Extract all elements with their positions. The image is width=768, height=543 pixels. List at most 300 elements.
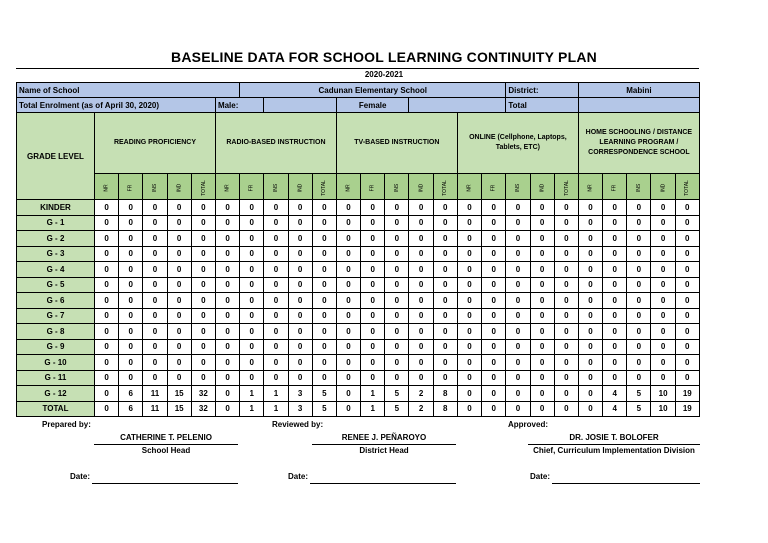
data-cell: 0	[119, 324, 143, 340]
data-cell: 1	[361, 386, 385, 402]
data-cell: 0	[578, 370, 602, 386]
data-cell: 0	[215, 355, 239, 371]
data-cell: 0	[191, 293, 215, 309]
data-cell: 0	[167, 293, 191, 309]
data-cell: 0	[95, 277, 119, 293]
data-cell: 0	[95, 339, 119, 355]
data-cell: 0	[457, 339, 481, 355]
prepared-date-label: Date:	[70, 472, 91, 481]
data-cell: 0	[336, 277, 360, 293]
subheader-label: TOTAL	[200, 180, 207, 196]
subheader-fr	[361, 174, 385, 200]
data-cell: 0	[191, 200, 215, 216]
data-cell: 0	[506, 386, 530, 402]
approved-role: Chief, Curriculum Implementation Division	[533, 446, 695, 455]
data-cell: 0	[457, 293, 481, 309]
data-cell: 0	[361, 277, 385, 293]
data-cell: 0	[167, 231, 191, 247]
data-cell: 0	[95, 370, 119, 386]
data-cell: 0	[240, 262, 264, 278]
prepared-date-line[interactable]	[92, 483, 238, 484]
data-cell: 1	[264, 386, 288, 402]
table-row	[17, 401, 700, 417]
data-cell: 0	[167, 277, 191, 293]
data-cell: 0	[143, 277, 167, 293]
data-cell: 0	[191, 231, 215, 247]
data-cell: 0	[215, 200, 239, 216]
grade-label: G - 6	[17, 293, 95, 309]
subheader-label: TOTAL	[684, 180, 691, 196]
data-cell: 0	[143, 324, 167, 340]
subheader-ins	[627, 174, 651, 200]
school-year: 2020-2021	[364, 70, 404, 79]
data-cell: 0	[433, 231, 457, 247]
data-cell: 0	[578, 200, 602, 216]
data-cell: 0	[433, 215, 457, 231]
data-cell: 0	[95, 386, 119, 402]
data-cell: 0	[143, 339, 167, 355]
data-cell: 0	[288, 231, 312, 247]
data-cell: 0	[578, 308, 602, 324]
data-cell: 0	[191, 370, 215, 386]
data-cell: 0	[361, 200, 385, 216]
data-cell: 0	[433, 246, 457, 262]
data-cell: 0	[361, 308, 385, 324]
data-cell: 0	[288, 339, 312, 355]
data-cell: 0	[240, 200, 264, 216]
data-cell: 0	[143, 200, 167, 216]
data-cell: 0	[119, 231, 143, 247]
data-cell: 0	[675, 277, 699, 293]
group-header-3: ONLINE (Cellphone, Laptops, Tablets, ETC)	[457, 113, 578, 174]
data-cell: 0	[530, 262, 554, 278]
data-cell: 0	[482, 246, 506, 262]
data-cell: 0	[457, 308, 481, 324]
data-cell: 0	[264, 293, 288, 309]
group-header-1: RADIO-BASED INSTRUCTION	[215, 113, 336, 174]
data-cell: 0	[554, 293, 578, 309]
data-cell: 0	[119, 339, 143, 355]
data-cell: 0	[554, 262, 578, 278]
data-cell: 0	[361, 246, 385, 262]
data-cell: 0	[336, 370, 360, 386]
data-cell: 0	[409, 293, 433, 309]
grade-label: G - 4	[17, 262, 95, 278]
data-cell: 0	[651, 324, 675, 340]
subheader-label: FR	[369, 184, 376, 192]
data-cell: 0	[578, 215, 602, 231]
data-cell: 0	[167, 324, 191, 340]
grade-label: G - 7	[17, 308, 95, 324]
school-value: Cadunan Elementary School	[240, 83, 506, 98]
grade-label: G - 9	[17, 339, 95, 355]
reviewed-by-label: Reviewed by:	[272, 420, 324, 429]
data-cell: 0	[482, 401, 506, 417]
subheader-label: FR	[127, 184, 134, 192]
data-cell: 10	[651, 386, 675, 402]
data-cell: 0	[603, 324, 627, 340]
data-cell: 0	[603, 355, 627, 371]
grade-label: G - 5	[17, 277, 95, 293]
data-cell: 0	[288, 293, 312, 309]
subheader-label: INS	[272, 183, 279, 193]
grade-label: G - 3	[17, 246, 95, 262]
prepared-signature-line	[94, 444, 238, 445]
data-cell: 0	[215, 277, 239, 293]
data-cell: 0	[457, 355, 481, 371]
data-cell: 0	[95, 401, 119, 417]
table-row	[17, 386, 700, 402]
data-cell: 0	[385, 231, 409, 247]
data-cell: 0	[506, 277, 530, 293]
data-cell: 0	[312, 339, 336, 355]
subheader-label: IND	[660, 183, 667, 193]
grade-label: KINDER	[17, 200, 95, 216]
data-cell: 0	[264, 246, 288, 262]
subheader-label: TOTAL	[321, 180, 328, 196]
data-cell: 0	[578, 401, 602, 417]
subheader-nr	[215, 174, 239, 200]
data-cell: 0	[627, 215, 651, 231]
data-cell: 0	[554, 246, 578, 262]
data-cell: 0	[675, 339, 699, 355]
data-cell: 0	[167, 215, 191, 231]
data-cell: 0	[506, 215, 530, 231]
data-cell: 0	[675, 293, 699, 309]
data-cell: 0	[336, 401, 360, 417]
data-cell: 0	[385, 200, 409, 216]
data-cell: 11	[143, 386, 167, 402]
subheader-ins	[143, 174, 167, 200]
data-cell: 1	[240, 401, 264, 417]
data-cell: 0	[675, 370, 699, 386]
data-cell: 0	[119, 262, 143, 278]
subheader-fr	[482, 174, 506, 200]
data-cell: 0	[554, 386, 578, 402]
data-cell: 0	[119, 370, 143, 386]
data-cell: 0	[457, 401, 481, 417]
data-cell: 0	[506, 401, 530, 417]
reviewed-date-label: Date:	[288, 472, 309, 481]
data-cell: 0	[651, 339, 675, 355]
data-cell: 0	[288, 262, 312, 278]
data-cell: 0	[240, 370, 264, 386]
data-cell: 0	[482, 324, 506, 340]
data-cell: 0	[336, 231, 360, 247]
data-cell: 0	[433, 324, 457, 340]
data-cell: 0	[627, 262, 651, 278]
data-cell: 0	[482, 215, 506, 231]
data-cell: 0	[603, 277, 627, 293]
data-cell: 0	[457, 324, 481, 340]
title-rule	[16, 68, 699, 69]
data-cell: 0	[530, 231, 554, 247]
data-cell: 0	[554, 370, 578, 386]
data-cell: 0	[119, 277, 143, 293]
data-cell: 0	[264, 231, 288, 247]
approved-date-line[interactable]	[552, 483, 700, 484]
group-header-row	[17, 113, 700, 174]
data-cell: 0	[336, 308, 360, 324]
data-cell: 0	[627, 246, 651, 262]
data-cell: 19	[675, 386, 699, 402]
subheader-total	[554, 174, 578, 200]
data-cell: 0	[215, 324, 239, 340]
data-cell: 0	[627, 231, 651, 247]
data-cell: 0	[312, 370, 336, 386]
data-cell: 0	[191, 262, 215, 278]
data-cell: 0	[240, 293, 264, 309]
data-cell: 0	[433, 200, 457, 216]
data-cell: 0	[506, 200, 530, 216]
data-cell: 0	[482, 293, 506, 309]
data-cell: 0	[506, 231, 530, 247]
data-cell: 2	[409, 386, 433, 402]
subheader-fr	[240, 174, 264, 200]
data-cell: 0	[264, 215, 288, 231]
data-cell: 8	[433, 401, 457, 417]
data-cell: 0	[215, 231, 239, 247]
data-cell: 0	[264, 370, 288, 386]
subheader-total	[433, 174, 457, 200]
data-cell: 0	[336, 324, 360, 340]
data-cell: 0	[95, 324, 119, 340]
prepared-role: School Head	[141, 446, 191, 455]
data-cell: 0	[312, 293, 336, 309]
school-label: Name of School	[17, 83, 240, 98]
data-cell: 0	[167, 246, 191, 262]
data-cell: 0	[578, 231, 602, 247]
data-cell: 0	[95, 246, 119, 262]
subheader-label: NR	[103, 184, 110, 192]
data-cell: 0	[578, 355, 602, 371]
data-cell: 0	[578, 293, 602, 309]
subheader-total	[312, 174, 336, 200]
subheader-label: FR	[611, 184, 618, 192]
reviewed-signature-line	[312, 444, 456, 445]
table-row	[17, 370, 700, 386]
data-cell: 0	[215, 386, 239, 402]
table-row	[17, 262, 700, 278]
data-cell: 0	[312, 200, 336, 216]
group-header-2: TV-BASED INSTRUCTION	[336, 113, 457, 174]
data-cell: 0	[506, 324, 530, 340]
grade-label: G - 12	[17, 386, 95, 402]
data-cell: 0	[603, 246, 627, 262]
data-cell: 15	[167, 401, 191, 417]
data-cell: 0	[409, 277, 433, 293]
data-cell: 0	[288, 246, 312, 262]
data-cell: 0	[457, 231, 481, 247]
reviewed-role: District Head	[359, 446, 409, 455]
data-cell: 0	[312, 355, 336, 371]
data-cell: 0	[409, 215, 433, 231]
data-cell: 5	[385, 401, 409, 417]
data-cell: 0	[215, 246, 239, 262]
subheader-label: FR	[490, 184, 497, 192]
data-cell: 0	[361, 324, 385, 340]
data-cell: 0	[554, 324, 578, 340]
data-cell: 0	[95, 231, 119, 247]
data-cell: 0	[167, 200, 191, 216]
data-cell: 0	[167, 308, 191, 324]
data-cell: 0	[578, 386, 602, 402]
data-cell: 0	[215, 401, 239, 417]
data-cell: 0	[119, 355, 143, 371]
data-cell: 0	[482, 370, 506, 386]
data-cell: 0	[288, 215, 312, 231]
data-cell: 0	[143, 293, 167, 309]
group-header-4: HOME SCHOOLING / DISTANCE LEARNING PROGRAM / CORRESPONDENCE SCHOOL	[578, 113, 699, 174]
subheader-ind	[651, 174, 675, 200]
approved-by-label: Approved:	[508, 420, 548, 429]
data-cell: 0	[409, 339, 433, 355]
data-cell: 0	[336, 215, 360, 231]
data-cell: 0	[457, 386, 481, 402]
data-cell: 0	[554, 200, 578, 216]
data-cell: 0	[651, 277, 675, 293]
data-cell: 0	[482, 200, 506, 216]
data-cell: 0	[530, 215, 554, 231]
data-cell: 0	[530, 308, 554, 324]
data-cell: 0	[191, 246, 215, 262]
data-cell: 0	[433, 370, 457, 386]
data-cell: 0	[143, 231, 167, 247]
data-cell: 0	[312, 262, 336, 278]
data-cell: 2	[409, 401, 433, 417]
table-row	[17, 324, 700, 340]
subheader-label: NR	[224, 184, 231, 192]
subheader-row	[17, 174, 700, 200]
data-cell: 0	[191, 308, 215, 324]
subheader-label: NR	[466, 184, 473, 192]
data-cell: 0	[554, 339, 578, 355]
subheader-label: INS	[151, 183, 158, 193]
male-label: Male:	[215, 98, 263, 113]
baseline-table	[16, 82, 700, 417]
data-cell: 0	[312, 308, 336, 324]
data-cell: 0	[530, 277, 554, 293]
total-value	[578, 98, 699, 113]
data-cell: 0	[191, 277, 215, 293]
data-cell: 0	[143, 308, 167, 324]
data-cell: 0	[240, 246, 264, 262]
grade-label: G - 10	[17, 355, 95, 371]
data-cell: 0	[482, 277, 506, 293]
data-cell: 0	[530, 293, 554, 309]
data-cell: 0	[288, 308, 312, 324]
data-cell: 0	[627, 293, 651, 309]
data-cell: 0	[361, 262, 385, 278]
data-cell: 0	[288, 277, 312, 293]
data-cell: 0	[215, 308, 239, 324]
data-cell: 0	[603, 370, 627, 386]
approved-name: DR. JOSIE T. BOLOFER	[569, 433, 659, 442]
data-cell: 0	[191, 355, 215, 371]
data-cell: 0	[336, 246, 360, 262]
data-cell: 0	[627, 200, 651, 216]
data-cell: 0	[167, 355, 191, 371]
data-cell: 0	[143, 355, 167, 371]
data-cell: 11	[143, 401, 167, 417]
table-row	[17, 231, 700, 247]
total-label: Total	[506, 98, 579, 113]
reviewed-date-line[interactable]	[310, 483, 456, 484]
data-cell: 0	[119, 308, 143, 324]
data-cell: 0	[603, 200, 627, 216]
subheader-label: NR	[587, 184, 594, 192]
grade-label: G - 8	[17, 324, 95, 340]
subheader-label: IND	[539, 183, 546, 193]
data-cell: 0	[675, 308, 699, 324]
subheader-total	[675, 174, 699, 200]
data-cell: 0	[240, 339, 264, 355]
data-cell: 0	[409, 246, 433, 262]
data-cell: 0	[530, 355, 554, 371]
data-cell: 0	[264, 355, 288, 371]
data-cell: 0	[530, 401, 554, 417]
data-cell: 0	[409, 308, 433, 324]
data-cell: 0	[385, 246, 409, 262]
data-cell: 0	[264, 308, 288, 324]
data-cell: 0	[530, 370, 554, 386]
subheader-ins	[385, 174, 409, 200]
data-cell: 0	[336, 339, 360, 355]
data-cell: 0	[554, 308, 578, 324]
subheader-label: IND	[418, 183, 425, 193]
data-cell: 0	[385, 324, 409, 340]
data-cell: 0	[143, 262, 167, 278]
data-cell: 1	[361, 401, 385, 417]
data-cell: 0	[506, 246, 530, 262]
table-row	[17, 308, 700, 324]
subheader-ind	[530, 174, 554, 200]
data-cell: 0	[336, 355, 360, 371]
data-cell: 5	[627, 386, 651, 402]
district-value: Mabini	[578, 83, 699, 98]
data-cell: 0	[264, 200, 288, 216]
data-cell: 19	[675, 401, 699, 417]
subheader-nr	[457, 174, 481, 200]
grade-label: G - 11	[17, 370, 95, 386]
table-row	[17, 200, 700, 216]
table-row	[17, 339, 700, 355]
female-label: Female	[336, 98, 409, 113]
subheader-label: FR	[248, 184, 255, 192]
data-cell: 0	[554, 401, 578, 417]
grade-label: G - 2	[17, 231, 95, 247]
data-cell: 0	[506, 293, 530, 309]
data-cell: 0	[385, 262, 409, 278]
data-cell: 0	[215, 339, 239, 355]
data-cell: 0	[530, 324, 554, 340]
data-cell: 10	[651, 401, 675, 417]
data-cell: 8	[433, 386, 457, 402]
table-row	[17, 293, 700, 309]
data-cell: 0	[651, 262, 675, 278]
data-cell: 0	[143, 215, 167, 231]
data-cell: 0	[627, 355, 651, 371]
data-cell: 0	[143, 370, 167, 386]
approved-date-label: Date:	[530, 472, 551, 481]
data-cell: 0	[336, 293, 360, 309]
data-cell: 0	[288, 370, 312, 386]
data-cell: 0	[409, 262, 433, 278]
data-cell: 0	[167, 339, 191, 355]
data-cell: 0	[385, 355, 409, 371]
data-cell: 0	[627, 339, 651, 355]
data-cell: 0	[385, 339, 409, 355]
